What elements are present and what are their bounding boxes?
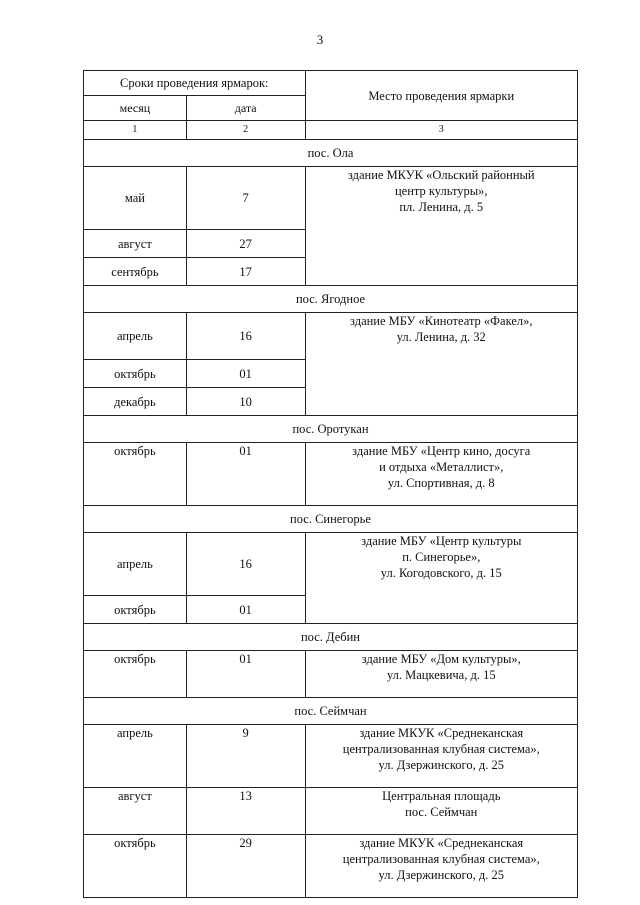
header-terms: Сроки проведения ярмарок: bbox=[84, 71, 306, 96]
fair-month: август bbox=[84, 788, 187, 835]
column-numbers-row bbox=[84, 121, 578, 140]
fair-month: апрель bbox=[84, 313, 187, 360]
settlement-row bbox=[84, 698, 578, 725]
fair-row bbox=[84, 313, 578, 360]
fair-venue bbox=[305, 788, 577, 835]
settlement-heading: пос. Оротукан bbox=[84, 416, 578, 443]
page-number: 3 bbox=[316, 32, 324, 47]
settlement-heading: пос. Ола bbox=[84, 140, 578, 167]
settlement-heading: пос. Сеймчан bbox=[84, 698, 578, 725]
venue-line: Центральная площадь bbox=[382, 789, 501, 803]
venue-line: здание МКУК «Ольский районный bbox=[347, 168, 535, 182]
fair-row bbox=[84, 651, 578, 698]
fair-date: 01 bbox=[186, 360, 305, 388]
fair-row bbox=[84, 835, 578, 898]
venue-line: ул. Дзержинского, д. 25 bbox=[378, 758, 504, 772]
fair-venue bbox=[305, 725, 577, 788]
fair-row bbox=[84, 533, 578, 596]
fair-month: сентябрь bbox=[84, 258, 187, 286]
settlement-row bbox=[84, 624, 578, 651]
venue-line: ул. Когодовского, д. 15 bbox=[380, 566, 502, 580]
venue-line: центр культуры», bbox=[394, 184, 488, 198]
venue-line: здание МБУ «Центр кино, досуга bbox=[352, 444, 531, 458]
column-number-3: 3 bbox=[305, 121, 577, 140]
header-month: месяц bbox=[84, 96, 187, 121]
fair-date: 13 bbox=[186, 788, 305, 835]
venue-line: ул. Дзержинского, д. 25 bbox=[378, 868, 504, 882]
fair-month: декабрь bbox=[84, 388, 187, 416]
fair-row bbox=[84, 788, 578, 835]
venue-line: централизованная клубная система», bbox=[342, 742, 540, 756]
venue-line: ул. Ленина, д. 32 bbox=[396, 330, 486, 344]
fair-date: 17 bbox=[186, 258, 305, 286]
fair-date: 27 bbox=[186, 230, 305, 258]
header-row-top bbox=[84, 71, 578, 96]
fair-venue bbox=[305, 651, 577, 698]
header-place: Место проведения ярмарки bbox=[305, 71, 577, 121]
settlement-row bbox=[84, 416, 578, 443]
fair-date: 01 bbox=[186, 443, 305, 506]
fair-date: 7 bbox=[186, 167, 305, 230]
fair-row bbox=[84, 725, 578, 788]
fair-month: октябрь bbox=[84, 835, 187, 898]
fair-venue bbox=[305, 443, 577, 506]
venue-line: здание МКУК «Среднеканская bbox=[359, 836, 524, 850]
table-body bbox=[84, 140, 578, 898]
settlement-heading: пос. Дебин bbox=[84, 624, 578, 651]
venue-line: здание МБУ «Дом культуры», bbox=[361, 652, 521, 666]
venue-line: здание МБУ «Кинотеатр «Факел», bbox=[350, 314, 533, 328]
fair-month: апрель bbox=[84, 725, 187, 788]
fair-venue bbox=[305, 313, 577, 416]
fair-date: 9 bbox=[186, 725, 305, 788]
header-date: дата bbox=[186, 96, 305, 121]
fair-date: 29 bbox=[186, 835, 305, 898]
fair-date: 16 bbox=[186, 533, 305, 596]
settlement-row bbox=[84, 140, 578, 167]
venue-line: здание МКУК «Среднеканская bbox=[359, 726, 524, 740]
venue-line: здание МБУ «Центр культуры bbox=[361, 534, 522, 548]
fair-month: август bbox=[84, 230, 187, 258]
settlement-row bbox=[84, 286, 578, 313]
fair-venue bbox=[305, 835, 577, 898]
fair-month: май bbox=[84, 167, 187, 230]
venue-line: пл. Ленина, д. 5 bbox=[399, 200, 484, 214]
venue-line: и отдыха «Металлист», bbox=[379, 460, 504, 474]
fairs-schedule-table bbox=[83, 70, 578, 898]
settlement-heading: пос. Синегорье bbox=[84, 506, 578, 533]
settlement-row bbox=[84, 506, 578, 533]
fair-date: 01 bbox=[186, 651, 305, 698]
fair-month: октябрь bbox=[84, 651, 187, 698]
venue-line: п. Синегорье», bbox=[402, 550, 481, 564]
fair-venue bbox=[305, 167, 577, 286]
fair-month: октябрь bbox=[84, 360, 187, 388]
venue-line: пос. Сеймчан bbox=[405, 805, 478, 819]
fair-month: октябрь bbox=[84, 596, 187, 624]
fair-row bbox=[84, 167, 578, 230]
fair-month: апрель bbox=[84, 533, 187, 596]
fair-date: 16 bbox=[186, 313, 305, 360]
settlement-heading: пос. Ягодное bbox=[84, 286, 578, 313]
fair-date: 10 bbox=[186, 388, 305, 416]
venue-line: централизованная клубная система», bbox=[342, 852, 540, 866]
fair-month: октябрь bbox=[84, 443, 187, 506]
fair-venue bbox=[305, 533, 577, 624]
venue-line: ул. Мацкевича, д. 15 bbox=[386, 668, 496, 682]
venue-line: ул. Спортивная, д. 8 bbox=[387, 476, 495, 490]
column-number-1: 1 bbox=[84, 121, 187, 140]
fair-row bbox=[84, 443, 578, 506]
column-number-2: 2 bbox=[186, 121, 305, 140]
fair-date: 01 bbox=[186, 596, 305, 624]
